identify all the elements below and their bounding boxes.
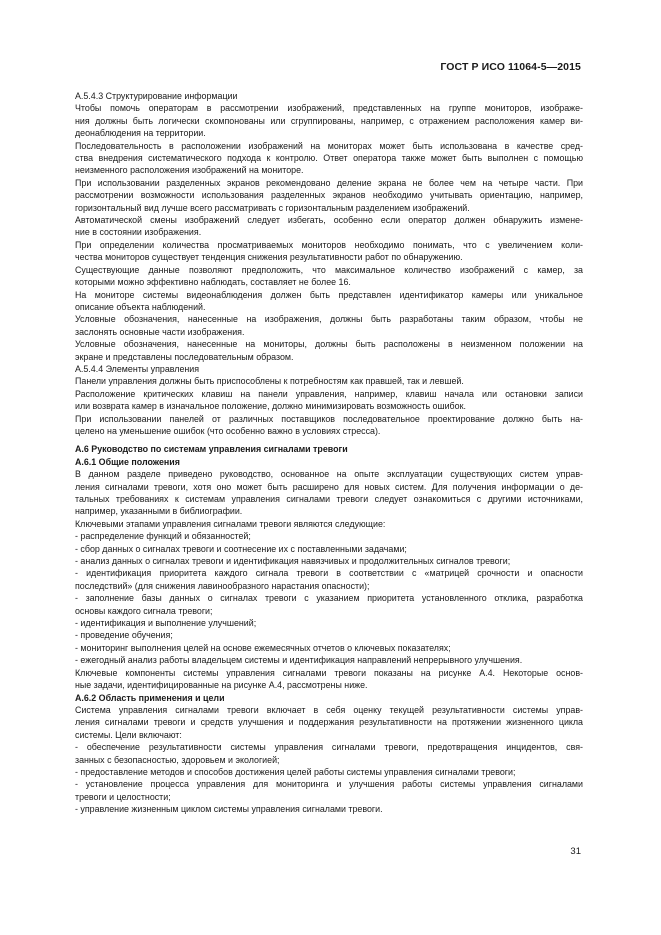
text-line: неизменного расположения изображений на мониторе.: [75, 165, 304, 176]
paragraph: [75, 140, 583, 177]
text-line: например, указанными в библиографии.: [75, 506, 243, 517]
section-heading: [75, 692, 583, 704]
paragraph: [75, 102, 583, 139]
paragraph: [75, 214, 583, 239]
text-line: чества мониторов существует тенденция снижения результативности работ по обнаружению.: [75, 252, 463, 263]
document-body: [75, 90, 583, 816]
paragraph: [75, 518, 583, 530]
paragraph: [75, 629, 583, 641]
section-heading: [75, 456, 583, 468]
text-line: А.6.1 Общие положения: [75, 456, 180, 467]
paragraph: [75, 567, 583, 592]
text-line: - установление процесса управления для мониторинга и улучшения работы системы управления сигналами: [75, 779, 583, 790]
text-line: - ежегодный анализ работы владельцем системы и идентификация направлений непрерывного улучшения.: [75, 655, 523, 666]
text-line: А.6.2 Область применения и цели: [75, 692, 225, 703]
text-line: ления сигналами тревоги, хотя оно может быть расширено для новых систем. Для получения информации о де-: [75, 481, 583, 492]
section-heading: [75, 443, 583, 455]
paragraph: [75, 264, 583, 289]
text-line: - анализ данных о сигналах тревоги и идентификация навязчивых и продолжительных сигналов тревоги;: [75, 556, 511, 567]
paragraph: [75, 543, 583, 555]
document-header: ГОСТ Р ИСО 11064-5—2015: [440, 61, 581, 73]
text-line: - распределение функций и обязанностей;: [75, 531, 251, 542]
paragraph: [75, 555, 583, 567]
text-line: ные задачи, идентифицированные на рисунке А.4, рассмотрены ниже.: [75, 680, 368, 691]
text-line: тревоги и целостности;: [75, 791, 171, 802]
text-line: заслонять основные части изображения.: [75, 326, 245, 337]
paragraph: [75, 592, 583, 617]
text-line: - управление жизненным циклом системы управления сигналами тревоги.: [75, 804, 383, 815]
text-line: Ключевыми этапами управления сигналами тревоги являются следующие:: [75, 518, 386, 529]
text-line: Расположение критических клавиш на панели управления, например, клавиш начала или остановки записи: [75, 388, 583, 399]
text-line: ства внедрения систематического подхода к контролю. Ответ оператора также может быть выполнен с помощью: [75, 153, 583, 164]
text-line: ние в состоянии изображения.: [75, 227, 202, 238]
paragraph: [75, 642, 583, 654]
paragraph: [75, 289, 583, 314]
text-line: А.5.4.3 Структурирование информации: [75, 91, 238, 101]
paragraph: [75, 468, 583, 518]
text-line: рассмотрении возможности использования разделенных экранов необходимо учитывать ориентацию, например,: [75, 190, 583, 201]
paragraph: [75, 338, 583, 363]
text-line: тальных требованиях к системам управления сигналами тревоги следует ознакомиться с другими источниками,: [75, 494, 583, 504]
text-line: Последовательность в расположении изображений на мониторах может быть использована в качестве сред-: [75, 140, 583, 151]
text-line: основы каждого сигнала тревоги;: [75, 605, 213, 616]
text-line: - заполнение базы данных о сигналах тревоги с указанием приоритета установленного отклика, разработка: [75, 593, 583, 604]
text-line: деонаблюдения на территории.: [75, 128, 206, 139]
text-line: Панели управления должны быть приспособлены к потребностям как правшей, так и левшей.: [75, 376, 464, 387]
text-line: ления сигналами тревоги и средств улучшения и поддержания результативности на протяжении жизненного цикла: [75, 717, 583, 728]
text-line: экране и представлены последовательным образом.: [75, 351, 294, 362]
paragraph: [75, 741, 583, 766]
text-line: ния должны быть логически скомпонованы или сгруппированы, например, с отражением расположения камер ви-: [75, 115, 583, 126]
paragraph: [75, 375, 583, 387]
paragraph: [75, 704, 583, 741]
paragraph: [75, 667, 583, 692]
text-line: которыми можно эффективно наблюдать, составляет не более 16.: [75, 277, 351, 288]
paragraph: [75, 654, 583, 666]
paragraph: [75, 803, 583, 815]
text-line: описание объекта наблюдений.: [75, 301, 206, 312]
text-line: - идентификация приоритета каждого сигнала тревоги в соответствии с «матрицей срочности и опасности: [75, 568, 583, 579]
text-line: На мониторе системы видеонаблюдения должен быть представлен идентификатор камеры или уникальное: [75, 289, 583, 300]
text-line: целено на уменьшение ошибок (что особенно важно в условиях стресса).: [75, 425, 381, 436]
paragraph: [75, 177, 583, 214]
text-line: Автоматической смены изображений следует избегать, особенно если оператор должен обнаружить измене-: [75, 215, 583, 226]
text-line: При использовании разделенных экранов рекомендовано деление экрана не более чем на четыре части. При: [75, 177, 583, 188]
text-line: - предоставление методов и способов достижения целей работы системы управления сигналами тревоги;: [75, 766, 516, 777]
subsection-heading: [75, 363, 583, 375]
text-line: последствий» (для снижения лавинообразного нарастания опасности);: [75, 580, 370, 591]
page-number: 31: [570, 846, 581, 857]
text-line: А.6 Руководство по системам управления сигналами тревоги: [75, 444, 348, 455]
text-line: - мониторинг выполнения целей на основе ежемесячных отчетов о ключевых показателях;: [75, 642, 451, 653]
text-line: - сбор данных о сигналах тревоги и соотнесение их с поставленными задачами;: [75, 543, 407, 554]
text-line: При определении количества просматриваемых мониторов необходимо понимать, что с увеличением коли-: [75, 239, 583, 250]
text-line: - проведение обучения;: [75, 630, 173, 641]
subsection-heading: [75, 90, 583, 102]
text-line: - идентификация и выполнение улучшений;: [75, 618, 257, 629]
paragraph: [75, 778, 583, 803]
paragraph: [75, 313, 583, 338]
text-line: Чтобы помочь операторам в рассмотрении изображений, представленных на группе мониторов, изображе-: [75, 103, 583, 114]
paragraph: [75, 388, 583, 413]
text-line: Ключевые компоненты системы управления сигналами тревоги показаны на рисунке А.4. Некоторые основ-: [75, 667, 583, 678]
text-line: системы. Цели включают:: [75, 729, 182, 740]
text-line: Условные обозначения, нанесенные на изображения, должны быть разработаны таким образом, чтобы не: [75, 314, 583, 325]
text-line: Условные обозначения, нанесенные на мониторы, должны быть расположены в неизменном положении на: [75, 339, 583, 350]
text-line: горизонтальный вид лучше всего рассматривать с горизонтальным разделением изображений.: [75, 202, 470, 213]
paragraph: [75, 239, 583, 264]
text-line: При использовании панелей от различных поставщиков последовательное проектирование должно быть на-: [75, 413, 583, 424]
text-line: В данном разделе приведено руководство, основанное на опыте эксплуатации существующих систем управ-: [75, 469, 583, 480]
paragraph: [75, 530, 583, 542]
paragraph: [75, 413, 583, 438]
text-line: - обеспечение результативности системы управления сигналами тревоги, предотвращения инцидентов, свя-: [75, 742, 583, 753]
text-line: Система управления сигналами тревоги включает в себя оценку текущей результативности системы управ-: [75, 704, 583, 715]
paragraph: [75, 617, 583, 629]
text-line: А.5.4.4 Элементы управления: [75, 363, 200, 374]
paragraph: [75, 766, 583, 778]
text-line: или возврата камер в изначальное положение, должно минимизировать возможность ошибок.: [75, 401, 466, 412]
text-line: Существующие данные позволяют предположить, что максимальное количество изображений с камер, за: [75, 264, 583, 275]
text-line: занных с безопасностью, здоровьем и экологией;: [75, 754, 280, 765]
